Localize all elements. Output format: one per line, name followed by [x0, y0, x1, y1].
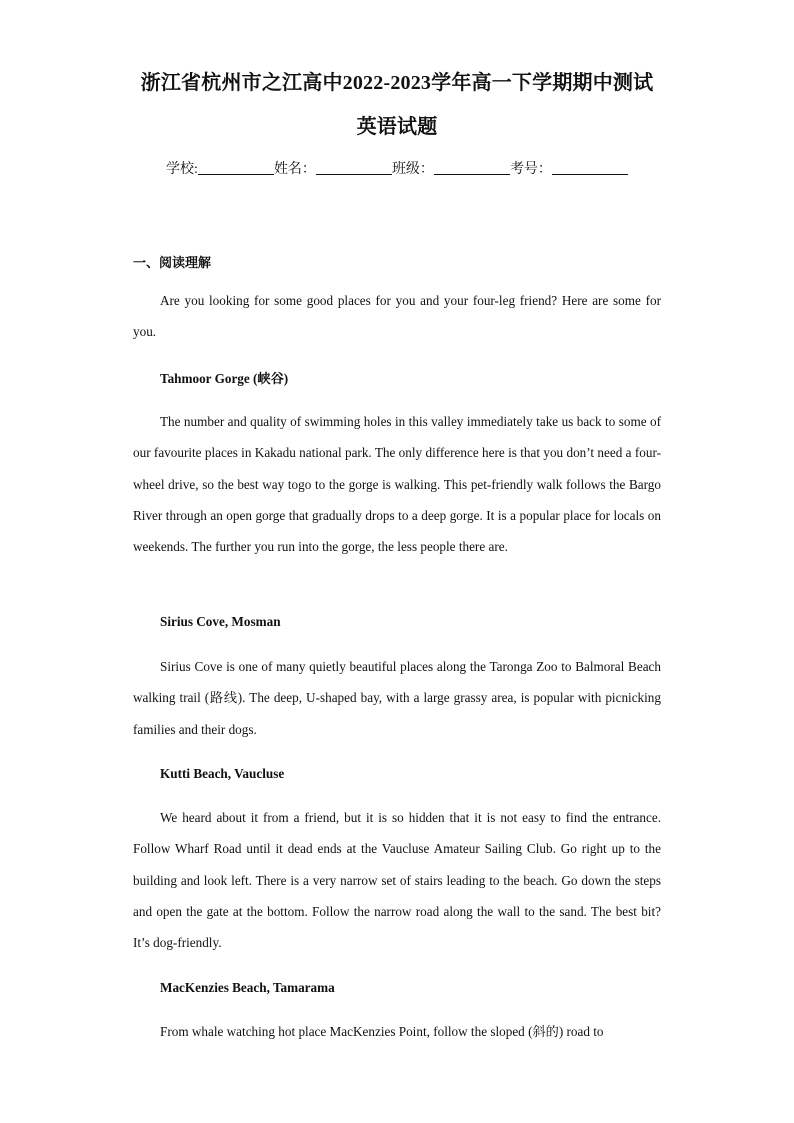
name-label: 姓名： — [273, 162, 316, 177]
place-heading: MacKenzies Beach, Tamarama — [160, 980, 335, 995]
school-blank[interactable] — [198, 161, 274, 175]
intro-paragraph: Are you looking for some good places for you and your four-leg friend? Here are some for you. — [133, 293, 661, 340]
class-label: 班级： — [391, 162, 434, 177]
number-blank[interactable] — [552, 161, 628, 175]
number-label: 考号： — [509, 162, 552, 177]
document-subtitle: 英语试题 — [356, 116, 438, 138]
place-paragraph: From whale watching hot place MacKenzies Point, follow the sloped (斜的) road to — [160, 1024, 604, 1039]
place-heading: Sirius Cove, Mosman — [160, 614, 281, 629]
school-label: 学校: — [166, 162, 198, 177]
place-paragraph: Sirius Cove is one of many quietly beautiful places along the Taronga Zoo to Balmoral Beach walking trail (路线). The deep, U-shaped bay, with a large grassy area, is popular with picnicking families and their dogs. — [133, 659, 661, 737]
document-title: 浙江省杭州市之江高中2022-2023学年高一下学期期中测试 — [140, 72, 654, 94]
name-blank[interactable] — [316, 161, 392, 175]
place-heading: Tahmoor Gorge (峡谷) — [160, 371, 289, 386]
place-paragraph: We heard about it from a friend, but it is so hidden that it is not easy to find the entrance. Follow Wharf Road until it dead ends at the Vaucluse Amateur Sailing Club. Go right up to the building and look left. There is a very narrow set of stairs leading to the beach. Go down the steps and open the gate at the bottom. Follow the narrow road along the wall to the sand. The best bit? It’s dog-friendly. — [133, 810, 661, 951]
place-paragraph: The number and quality of swimming holes in this valley immediately take us back to some of our favourite places in Kakadu national park. The only difference here is that you don’t need a four-wheel drive, so the best way togo to the gorge is walking. This pet-friendly walk follows the Bargo River through an open gorge that gradually drops to a deep gorge. It is a popular place for locals on weekends. The further you run into the gorge, the less people there are. — [133, 414, 661, 555]
student-info-row — [0, 158, 794, 178]
section-heading: 一、阅读理解 — [133, 255, 212, 270]
place-heading: Kutti Beach, Vaucluse — [160, 766, 285, 781]
class-blank[interactable] — [434, 161, 510, 175]
